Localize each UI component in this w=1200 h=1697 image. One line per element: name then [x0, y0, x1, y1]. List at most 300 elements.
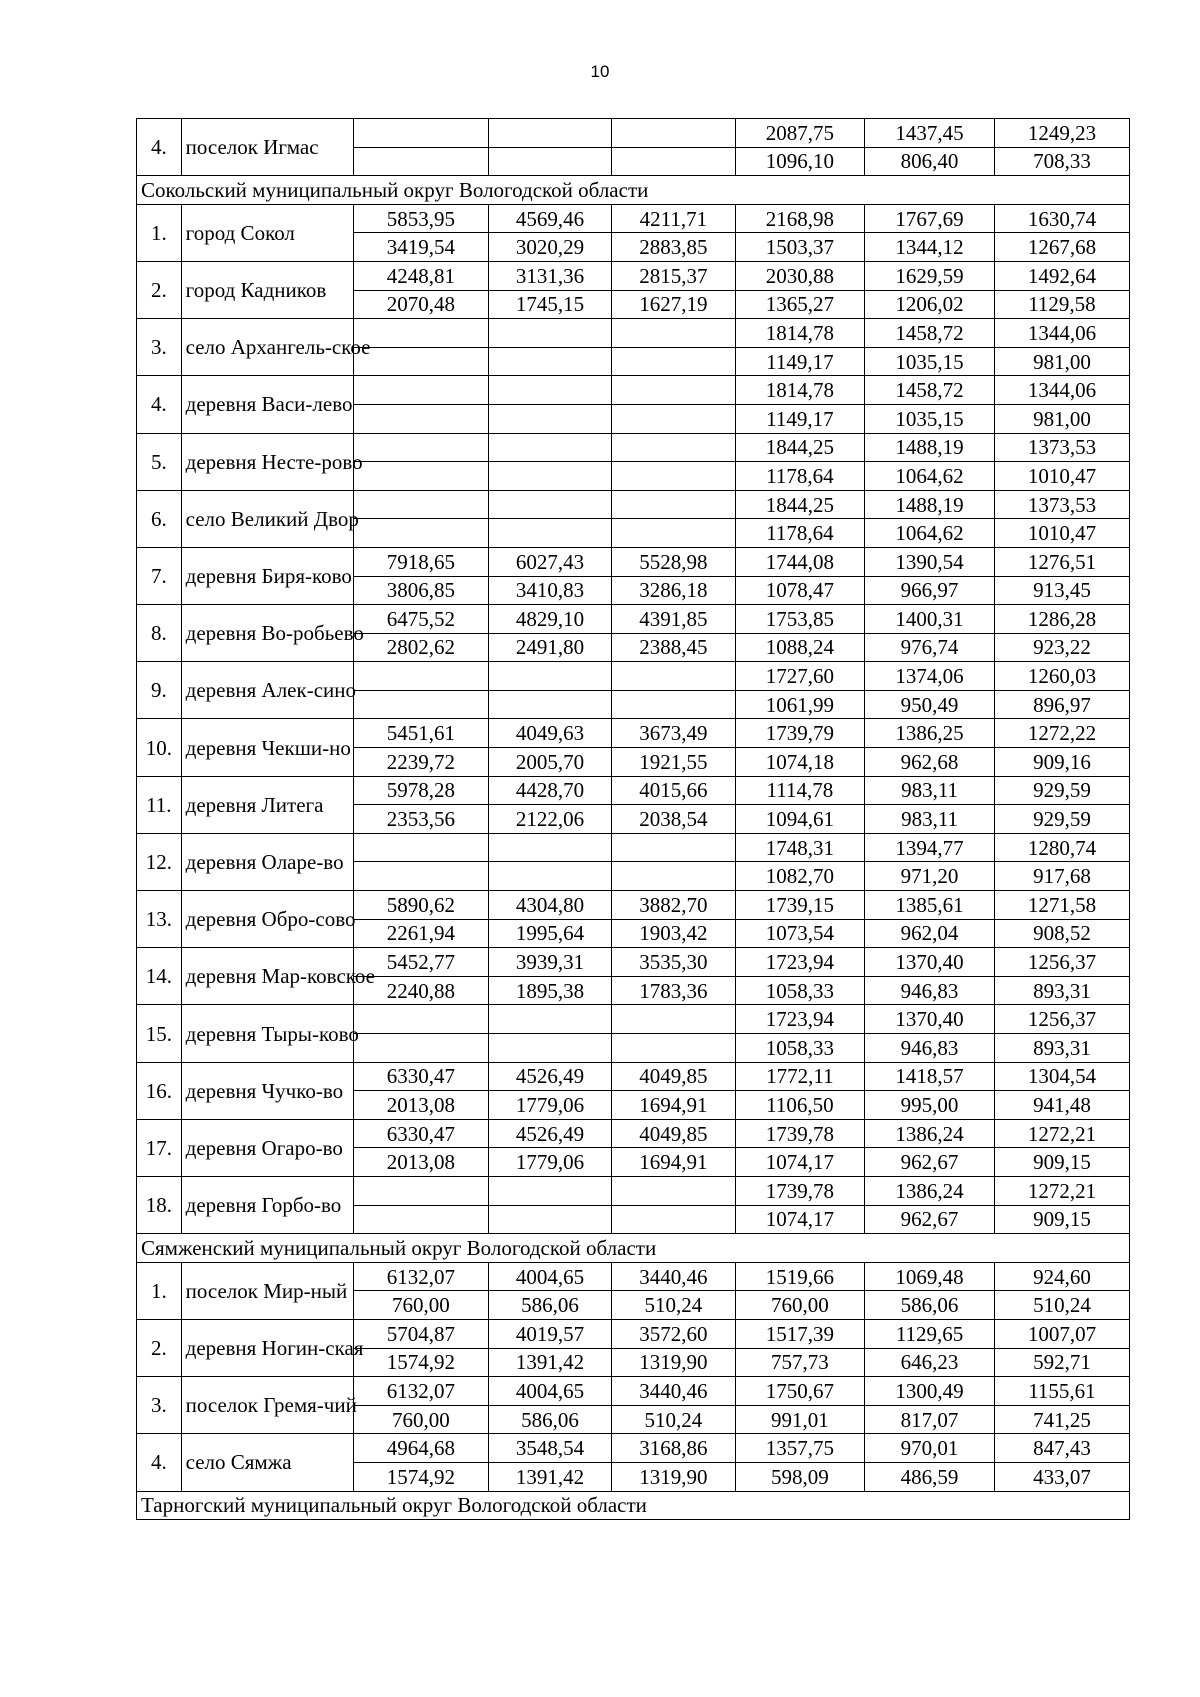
tariff-value: 1074,17 [735, 1148, 865, 1177]
tariff-value [488, 662, 611, 691]
tariff-value: 3806,85 [353, 576, 488, 605]
tariff-value: 941,48 [994, 1091, 1129, 1120]
tariff-value [353, 1034, 488, 1063]
settlement-name: деревня Огаро-во [181, 1119, 353, 1176]
tariff-value: 1418,57 [865, 1062, 995, 1091]
tariff-value: 4526,49 [488, 1119, 611, 1148]
tariff-value [488, 833, 611, 862]
tariff-value: 1106,50 [735, 1091, 865, 1120]
tariff-value: 2005,70 [488, 748, 611, 777]
tariff-value [612, 1176, 735, 1205]
table-row [137, 719, 1130, 748]
tariff-value: 1394,77 [865, 833, 995, 862]
tariff-value: 946,83 [865, 1034, 995, 1063]
row-number: 2. [137, 261, 182, 318]
tariff-value: 760,00 [353, 1291, 488, 1320]
tariff-value: 1739,78 [735, 1119, 865, 1148]
tariff-value [612, 462, 735, 491]
tariff-value: 5978,28 [353, 776, 488, 805]
tariff-value: 1206,02 [865, 290, 995, 319]
tariff-value: 1058,33 [735, 1034, 865, 1063]
tariff-value: 2070,48 [353, 290, 488, 319]
tariff-value: 510,24 [612, 1291, 735, 1320]
tariff-value: 1779,06 [488, 1148, 611, 1177]
tariff-value: 962,04 [865, 919, 995, 948]
tariff-value [353, 490, 488, 519]
tariff-value: 3882,70 [612, 891, 735, 920]
tariff-value: 760,00 [735, 1291, 865, 1320]
tariff-value: 913,45 [994, 576, 1129, 605]
tariff-value: 924,60 [994, 1262, 1129, 1291]
tariff-value: 3673,49 [612, 719, 735, 748]
tariff-value [353, 462, 488, 491]
tariff-value: 4569,46 [488, 204, 611, 233]
tariff-value: 433,07 [994, 1462, 1129, 1491]
table-row [137, 1005, 1130, 1034]
row-number: 10. [137, 719, 182, 776]
tariff-value: 5452,77 [353, 948, 488, 977]
tariff-value: 1155,61 [994, 1377, 1129, 1406]
tariff-value: 4019,57 [488, 1319, 611, 1348]
tariff-value: 908,52 [994, 919, 1129, 948]
tariff-value: 3020,29 [488, 233, 611, 262]
tariff-value [488, 147, 611, 176]
table-row [137, 490, 1130, 519]
tariff-value: 1061,99 [735, 690, 865, 719]
row-number: 17. [137, 1119, 182, 1176]
table-row [137, 1062, 1130, 1091]
tariff-value: 586,06 [865, 1291, 995, 1320]
settlement-name: деревня Чучко-во [181, 1062, 353, 1119]
tariff-value: 3419,54 [353, 233, 488, 262]
tariff-value: 909,15 [994, 1205, 1129, 1234]
table-row [137, 776, 1130, 805]
tariff-value [488, 404, 611, 433]
tariff-value: 5451,61 [353, 719, 488, 748]
tariff-value: 1400,31 [865, 605, 995, 634]
tariff-value: 1256,37 [994, 1005, 1129, 1034]
tariff-value: 1286,28 [994, 605, 1129, 634]
settlement-name: деревня Горбо-во [181, 1176, 353, 1233]
tariff-value: 896,97 [994, 690, 1129, 719]
tariff-value: 586,06 [488, 1291, 611, 1320]
tariff-value: 1129,58 [994, 290, 1129, 319]
tariff-value [353, 376, 488, 405]
tariff-value [488, 519, 611, 548]
row-number: 11. [137, 776, 182, 833]
tariff-value: 1319,90 [612, 1348, 735, 1377]
tariff-value [488, 690, 611, 719]
tariff-value: 1739,79 [735, 719, 865, 748]
table-row [137, 605, 1130, 634]
tariff-value [488, 1005, 611, 1034]
table-row [137, 891, 1130, 920]
table-row [137, 662, 1130, 691]
district-header-row [137, 1234, 1130, 1263]
tariff-value [612, 319, 735, 348]
tariff-value: 1249,23 [994, 119, 1129, 148]
tariff-value: 5528,98 [612, 547, 735, 576]
settlement-name: поселок Игмас [181, 119, 353, 176]
tariff-value: 2353,56 [353, 805, 488, 834]
settlement-name: село Сямжа [181, 1434, 353, 1491]
tariff-value: 2261,94 [353, 919, 488, 948]
tariff-value: 1267,68 [994, 233, 1129, 262]
tariff-value: 1488,19 [865, 433, 995, 462]
tariff-value: 962,67 [865, 1148, 995, 1177]
tariff-value [488, 119, 611, 148]
tariff-value [488, 1034, 611, 1063]
table-body [137, 119, 1130, 1520]
tariff-value [353, 347, 488, 376]
tariff-value: 1319,90 [612, 1462, 735, 1491]
tariff-value: 6132,07 [353, 1377, 488, 1406]
table-row [137, 1119, 1130, 1148]
settlement-name: деревня Тыры-ково [181, 1005, 353, 1062]
tariff-value: 976,74 [865, 633, 995, 662]
tariff-value: 1344,06 [994, 319, 1129, 348]
settlement-name: город Кадников [181, 261, 353, 318]
tariff-value: 1271,58 [994, 891, 1129, 920]
tariff-value: 970,01 [865, 1434, 995, 1463]
tariff-value: 757,73 [735, 1348, 865, 1377]
settlement-name: село Архангель-ское [181, 319, 353, 376]
tariff-value: 1519,66 [735, 1262, 865, 1291]
tariff-value: 1750,67 [735, 1377, 865, 1406]
tariff-value: 909,15 [994, 1148, 1129, 1177]
tariff-value [353, 119, 488, 148]
tariff-value: 1096,10 [735, 147, 865, 176]
tariff-value: 1458,72 [865, 376, 995, 405]
tariff-value: 2883,85 [612, 233, 735, 262]
tariff-value: 1272,21 [994, 1119, 1129, 1148]
tariff-value: 1903,42 [612, 919, 735, 948]
tariff-value: 929,59 [994, 805, 1129, 834]
tariff-value [353, 1205, 488, 1234]
tariff-value: 2168,98 [735, 204, 865, 233]
tariff-value: 1386,25 [865, 719, 995, 748]
row-number: 12. [137, 833, 182, 890]
district-header-row [137, 176, 1130, 205]
settlement-name: деревня Биря-ково [181, 547, 353, 604]
tariff-value [353, 319, 488, 348]
tariff-value [353, 147, 488, 176]
row-number: 13. [137, 891, 182, 948]
table-row [137, 1262, 1130, 1291]
table-row [137, 119, 1130, 148]
tariff-value: 510,24 [994, 1291, 1129, 1320]
row-number: 9. [137, 662, 182, 719]
tariff-value: 1574,92 [353, 1462, 488, 1491]
tariff-value: 1365,27 [735, 290, 865, 319]
tariff-value: 1344,06 [994, 376, 1129, 405]
tariff-value: 586,06 [488, 1405, 611, 1434]
tariff-value: 3939,31 [488, 948, 611, 977]
tariff-value: 3440,46 [612, 1262, 735, 1291]
tariff-value: 1373,53 [994, 433, 1129, 462]
tariff-value: 1772,11 [735, 1062, 865, 1091]
tariff-value: 1694,91 [612, 1091, 735, 1120]
tariff-value: 741,25 [994, 1405, 1129, 1434]
tariff-value: 1073,54 [735, 919, 865, 948]
tariff-value: 1739,15 [735, 891, 865, 920]
tariff-value: 1260,03 [994, 662, 1129, 691]
tariff-value: 5890,62 [353, 891, 488, 920]
tariff-value: 1727,60 [735, 662, 865, 691]
tariff-value: 991,01 [735, 1405, 865, 1434]
tariff-value: 1082,70 [735, 862, 865, 891]
settlement-name: деревня Оларе-во [181, 833, 353, 890]
tariff-value: 950,49 [865, 690, 995, 719]
tariff-value [612, 1034, 735, 1063]
tariff-value [353, 862, 488, 891]
tariff-value: 6330,47 [353, 1119, 488, 1148]
tariff-value [353, 519, 488, 548]
tariff-value: 3535,30 [612, 948, 735, 977]
tariff-value: 486,59 [865, 1462, 995, 1491]
row-number: 2. [137, 1319, 182, 1376]
tariff-value: 1074,18 [735, 748, 865, 777]
table-row [137, 376, 1130, 405]
tariff-value: 4248,81 [353, 261, 488, 290]
tariff-value [612, 119, 735, 148]
row-number: 1. [137, 204, 182, 261]
row-number: 3. [137, 319, 182, 376]
tariff-value: 2013,08 [353, 1091, 488, 1120]
tariff-value: 817,07 [865, 1405, 995, 1434]
tariff-value: 1058,33 [735, 976, 865, 1005]
tariff-value: 6027,43 [488, 547, 611, 576]
tariff-value: 1723,94 [735, 1005, 865, 1034]
table-row [137, 1319, 1130, 1348]
tariff-value [488, 433, 611, 462]
tariff-value [353, 433, 488, 462]
tariff-value: 708,33 [994, 147, 1129, 176]
tariff-value [612, 1005, 735, 1034]
tariff-value: 4428,70 [488, 776, 611, 805]
tariff-value: 3548,54 [488, 1434, 611, 1463]
tariff-value: 1503,37 [735, 233, 865, 262]
table-row [137, 547, 1130, 576]
tariff-value: 1767,69 [865, 204, 995, 233]
row-number: 14. [137, 948, 182, 1005]
tariff-value: 2388,45 [612, 633, 735, 662]
row-number: 15. [137, 1005, 182, 1062]
tariff-value: 2038,54 [612, 805, 735, 834]
tariff-value: 4049,85 [612, 1062, 735, 1091]
tariff-value: 923,22 [994, 633, 1129, 662]
tariff-value [353, 833, 488, 862]
tariff-value: 1074,17 [735, 1205, 865, 1234]
tariff-value [612, 662, 735, 691]
tariff-value: 4004,65 [488, 1377, 611, 1406]
tariff-value: 1010,47 [994, 462, 1129, 491]
tariff-value [612, 376, 735, 405]
tariff-value: 2815,37 [612, 261, 735, 290]
tariff-value: 3286,18 [612, 576, 735, 605]
tariff-value [488, 490, 611, 519]
tariff-value: 1437,45 [865, 119, 995, 148]
tariff-value: 2122,06 [488, 805, 611, 834]
settlement-name: деревня Обро-сово [181, 891, 353, 948]
tariff-value: 2491,80 [488, 633, 611, 662]
tariff-value: 1630,74 [994, 204, 1129, 233]
tariff-value: 981,00 [994, 347, 1129, 376]
tariff-value: 4304,80 [488, 891, 611, 920]
tariff-value: 995,00 [865, 1091, 995, 1120]
tariff-value: 1149,17 [735, 404, 865, 433]
tariff-value: 1844,25 [735, 490, 865, 519]
row-number: 4. [137, 376, 182, 433]
tariff-value: 1745,15 [488, 290, 611, 319]
tariff-value: 1995,64 [488, 919, 611, 948]
tariff-value: 1783,36 [612, 976, 735, 1005]
tariff-value: 4004,65 [488, 1262, 611, 1291]
tariff-value: 971,20 [865, 862, 995, 891]
tariff-value: 1300,49 [865, 1377, 995, 1406]
tariff-value: 1069,48 [865, 1262, 995, 1291]
row-number: 6. [137, 490, 182, 547]
tariff-value: 1256,37 [994, 948, 1129, 977]
tariff-value: 2013,08 [353, 1148, 488, 1177]
tariff-value: 1088,24 [735, 633, 865, 662]
tariff-value: 7918,65 [353, 547, 488, 576]
tariff-value: 2240,88 [353, 976, 488, 1005]
tariff-value: 1374,06 [865, 662, 995, 691]
tariff-value: 962,67 [865, 1205, 995, 1234]
tariff-value: 1114,78 [735, 776, 865, 805]
tariff-value: 981,00 [994, 404, 1129, 433]
tariff-value: 1694,91 [612, 1148, 735, 1177]
tariff-value: 2087,75 [735, 119, 865, 148]
tariff-value: 1517,39 [735, 1319, 865, 1348]
tariff-value: 1844,25 [735, 433, 865, 462]
tariff-value [353, 1005, 488, 1034]
tariff-value: 893,31 [994, 1034, 1129, 1063]
tariff-value: 1373,53 [994, 490, 1129, 519]
tariff-value: 5704,87 [353, 1319, 488, 1348]
tariff-value: 1391,42 [488, 1462, 611, 1491]
tariff-value [612, 1205, 735, 1234]
tariff-value: 1149,17 [735, 347, 865, 376]
tariff-value: 1344,12 [865, 233, 995, 262]
tariff-value: 929,59 [994, 776, 1129, 805]
tariff-value: 3410,83 [488, 576, 611, 605]
tariff-value: 760,00 [353, 1405, 488, 1434]
tariff-value [612, 833, 735, 862]
tariff-value: 1739,78 [735, 1176, 865, 1205]
settlement-name: село Великий Двор [181, 490, 353, 547]
tariff-value: 1078,47 [735, 576, 865, 605]
row-number: 8. [137, 605, 182, 662]
page-number: 10 [590, 62, 610, 81]
tariff-value [612, 690, 735, 719]
tariff-value: 1574,92 [353, 1348, 488, 1377]
table-row [137, 948, 1130, 977]
tariff-value [353, 662, 488, 691]
tariff-value: 1129,65 [865, 1319, 995, 1348]
table-row [137, 204, 1130, 233]
tariff-value: 2802,62 [353, 633, 488, 662]
row-number: 4. [137, 1434, 182, 1491]
tariff-value: 1357,75 [735, 1434, 865, 1463]
table-row [137, 833, 1130, 862]
tariff-value: 983,11 [865, 805, 995, 834]
tariff-value: 1921,55 [612, 748, 735, 777]
tariff-value: 4526,49 [488, 1062, 611, 1091]
tariff-value: 1272,21 [994, 1176, 1129, 1205]
tariff-value: 1064,62 [865, 462, 995, 491]
tariff-value: 6132,07 [353, 1262, 488, 1291]
tariff-value: 6330,47 [353, 1062, 488, 1091]
tariff-value [612, 347, 735, 376]
tariff-value [353, 404, 488, 433]
table-row [137, 1377, 1130, 1406]
settlement-name: деревня Литега [181, 776, 353, 833]
tariff-value: 598,09 [735, 1462, 865, 1491]
tariff-value: 1010,47 [994, 519, 1129, 548]
tariff-value: 1814,78 [735, 319, 865, 348]
tariff-value: 4049,85 [612, 1119, 735, 1148]
tariff-value: 1035,15 [865, 347, 995, 376]
table-row [137, 433, 1130, 462]
tariff-value: 4015,66 [612, 776, 735, 805]
tariff-value: 1064,62 [865, 519, 995, 548]
tariff-value: 1178,64 [735, 462, 865, 491]
tariff-value [612, 519, 735, 548]
row-number: 7. [137, 547, 182, 604]
tariff-value: 983,11 [865, 776, 995, 805]
tariff-value: 1304,54 [994, 1062, 1129, 1091]
settlement-name: поселок Гремя-чий [181, 1377, 353, 1434]
tariff-value [353, 690, 488, 719]
tariff-value: 2030,88 [735, 261, 865, 290]
district-title: Сокольский муниципальный округ Вологодской области [137, 176, 1130, 205]
tariff-value: 1276,51 [994, 547, 1129, 576]
tariff-value: 806,40 [865, 147, 995, 176]
tariff-value: 1385,61 [865, 891, 995, 920]
tariff-value: 847,43 [994, 1434, 1129, 1463]
tariff-value [488, 319, 611, 348]
tariff-value: 1007,07 [994, 1319, 1129, 1348]
tariff-value [353, 1176, 488, 1205]
tariff-value: 4211,71 [612, 204, 735, 233]
tariff-value: 1094,61 [735, 805, 865, 834]
tariff-value: 3131,36 [488, 261, 611, 290]
table-row [137, 1176, 1130, 1205]
row-number: 1. [137, 1262, 182, 1319]
row-number: 16. [137, 1062, 182, 1119]
tariff-value: 909,16 [994, 748, 1129, 777]
tariff-value: 946,83 [865, 976, 995, 1005]
settlement-name: деревня Чекши-но [181, 719, 353, 776]
tariff-value: 1723,94 [735, 948, 865, 977]
row-number: 18. [137, 1176, 182, 1233]
tariff-value: 5853,95 [353, 204, 488, 233]
tariff-value: 1629,59 [865, 261, 995, 290]
tariff-value: 1748,31 [735, 833, 865, 862]
tariff-value: 1370,40 [865, 948, 995, 977]
tariff-value: 1895,38 [488, 976, 611, 1005]
tariff-value [488, 1205, 611, 1234]
tariff-value [612, 490, 735, 519]
tariff-value [488, 376, 611, 405]
tariff-value: 1178,64 [735, 519, 865, 548]
tariff-value: 1391,42 [488, 1348, 611, 1377]
tariff-value [488, 347, 611, 376]
tariff-value [612, 404, 735, 433]
table-row [137, 1434, 1130, 1463]
